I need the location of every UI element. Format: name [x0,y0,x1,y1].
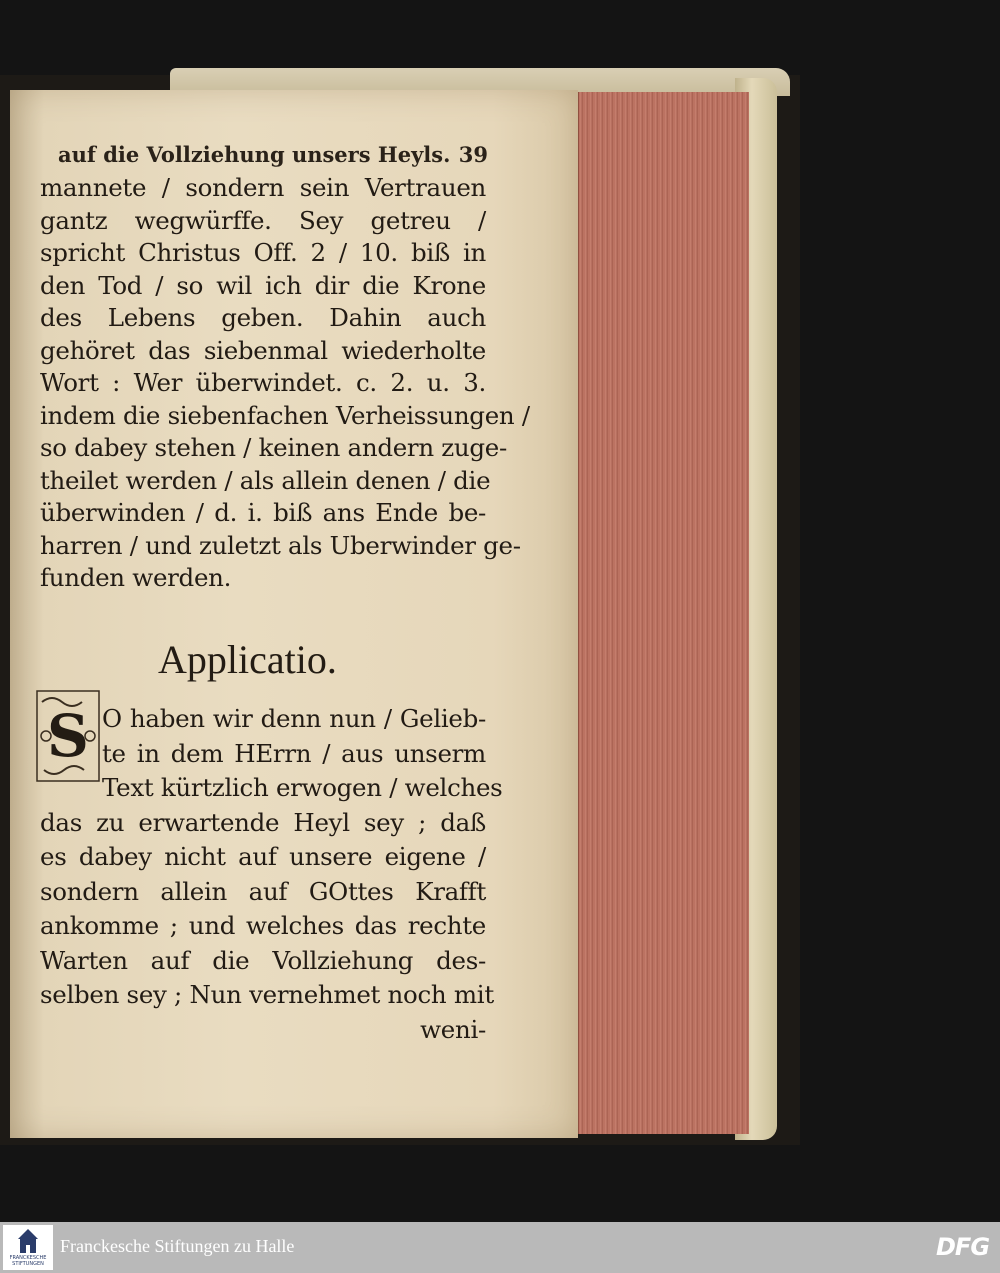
institution-logo[interactable] [3,1225,53,1270]
section-heading: Applicatio. [158,637,337,682]
body-line: theilet werden / als allein denen / die [40,465,491,495]
application-line: das zu erwartende Heyl sey ; daß [40,807,486,837]
body-text [40,172,530,595]
body-line: mannete / sondern sein Vertrauen [40,173,486,202]
body-line: funden werden. [40,563,232,592]
body-line: spricht Christus Off. 2 / 10. biß in [40,238,486,267]
page-number: 39 [458,142,488,167]
application-line: Text kürtzlich erwogen / welches [102,773,503,802]
catchword: weni- [420,1014,486,1044]
body-line: des Lebens geben. Dahin auch [40,303,486,332]
body-line: so dabey stehen / keinen andern zuge- [40,433,507,462]
application-line: es dabey nicht auf unsere eigene / [40,842,486,871]
body-line: indem die siebenfachen Verheissungen / [40,400,530,430]
application-line: selben sey ; Nun vernehmet noch mit [40,980,494,1009]
body-line: harren / und zuletzt als Uberwinder ge- [40,530,521,560]
body-line: den Tod / so wil ich dir die Krone [40,270,486,300]
application-line: O haben wir denn nun / Gelieb- [102,704,486,733]
application-line: ankomme ; und welches das rechte [40,911,486,940]
logo-label: FRANCKESCHE STIFTUNGEN [9,1255,47,1267]
body-line: überwinden / d. i. biß ans Ende be- [40,498,486,527]
header-title: auf die Vollziehung unsers Heyls. [58,142,451,167]
application-line: sondern allein auf GOttes Krafft [40,876,486,906]
body-line: gehöret das siebenmal wiederholte [40,335,486,365]
application-text [40,702,503,1047]
application-line: Warten auf die Vollziehung des- [40,945,486,975]
body-line: Wort : Wer überwindet. c. 2. u. 3. [40,368,486,397]
dfg-logo[interactable]: DFG [936,1233,990,1261]
building-icon [3,1225,53,1259]
initial-letter: S [47,702,89,770]
application-line: te in dem HErrn / aus unserm [102,738,486,768]
running-header [58,142,488,167]
institution-name[interactable]: Franckesche Stiftungen zu Halle [60,1236,295,1256]
body-line: gantz wegwürffe. Sey getreu / [40,205,486,235]
red-page-edges [576,92,749,1134]
